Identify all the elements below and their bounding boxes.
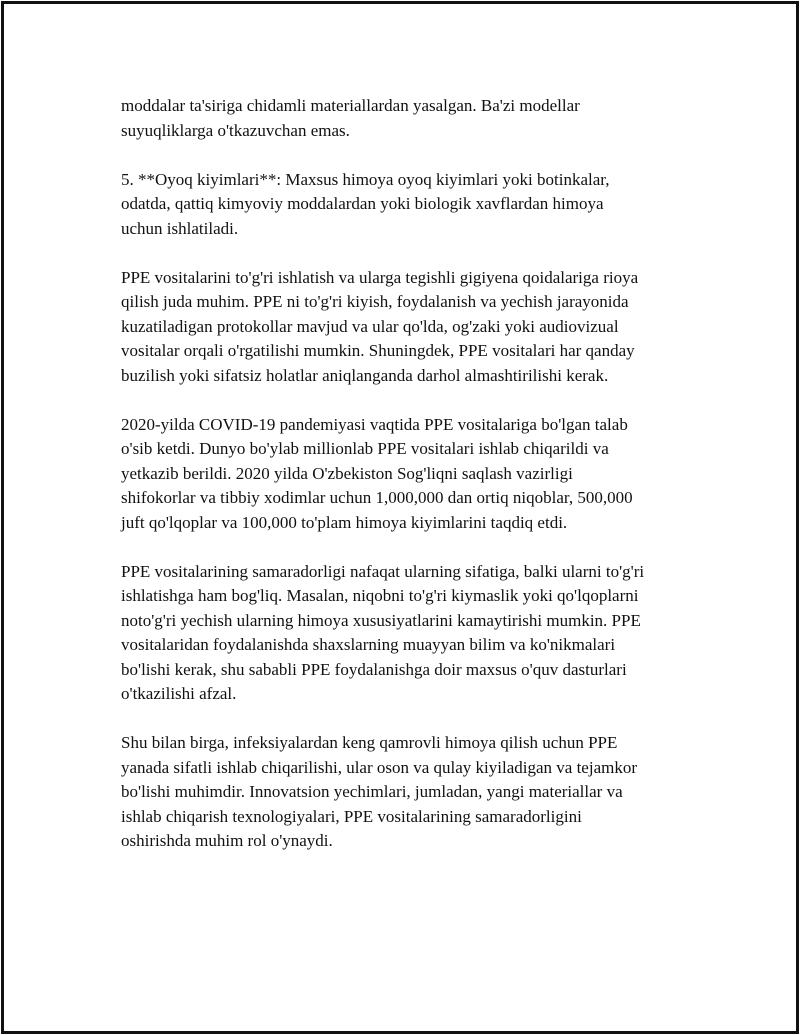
paragraph-footwear-item: 5. **Oyoq kiyimlari**: Maxsus himoya oyoq kiyimlari yoki botinkalar, odatda, qattiq kimyoviy moddalardan yoki biologik xavflardan himoya uchun ishlatiladi. bbox=[121, 169, 610, 238]
paragraph-ppe-usage: PPE vositalarini to'g'ri ishlatish va ularga tegishli gigiyena qoidalariga rioya qilish juda muhim. PPE ni to'g'ri kiyish, foydalanish va yechish jarayonida kuzatiladigan protokollar mavjud va ular qo'lda, og'zaki yoki audiovizual vositalar orqali o'rgatilishi mumkin. Shuningdek, PPE vositalari har qanday buzilish yoki sifatsiz holatlar aniqlanganda darhol almashtirilishi kerak. bbox=[121, 267, 639, 385]
document-body bbox=[121, 94, 711, 878]
paragraph-covid-demand: 2020-yilda COVID-19 pandemiyasi vaqtida PPE vositalariga bo'lgan talab o'sib ketdi. Dunyo bo'ylab millionlab PPE vositalari ishlab chiqarildi va yetkazib berildi. 2020 yilda O'zbekiston Sog'liqni saqlash vazirligi shifokorlar va tibbiy xodimlar uchun 1,000,000 dan ortiq niqoblar, 500,000 juft qo'lqoplar va 100,000 to'plam himoya kiyimlarini taqdiq etdi. bbox=[121, 414, 633, 532]
paragraph-ppe-effectiveness: PPE vositalarining samaradorligi nafaqat ularning sifatiga, balki ularni to'g'ri ishlatishga ham bog'liq. Masalan, niqobni to'g'ri kiymaslik yoki qo'lqoplarni noto'g'ri yechish ularning himoya xususiyatlarini kamaytirishi mumkin. PPE vositalaridan foydalanishda shaxslarning muayyan bilim va ko'nikmalari bo'lishi kerak, shu sababli PPE foydalanishga doir maxsus o'quv dasturlari o'tkazilishi afzal. bbox=[121, 561, 645, 703]
document-page bbox=[1, 1, 799, 1034]
paragraph-innovation: Shu bilan birga, infeksiyalardan keng qamrovli himoya qilish uchun PPE yanada sifatli ishlab chiqarilishi, ular oson va qulay kiyiladigan va tejamkor bo'lishi muhimdir. Innovatsion yechimlari, jumladan, yangi materiallar va ishlab chiqarish texnologiyalari, PPE vositalarining samaradorligini oshirishda muhim rol o'ynaydi. bbox=[121, 733, 638, 850]
paragraph-continuation: moddalar ta'siriga chidamli materiallardan yasalgan. Ba'zi modellar suyuqliklarga o'tkazuvchan emas. bbox=[121, 96, 580, 140]
